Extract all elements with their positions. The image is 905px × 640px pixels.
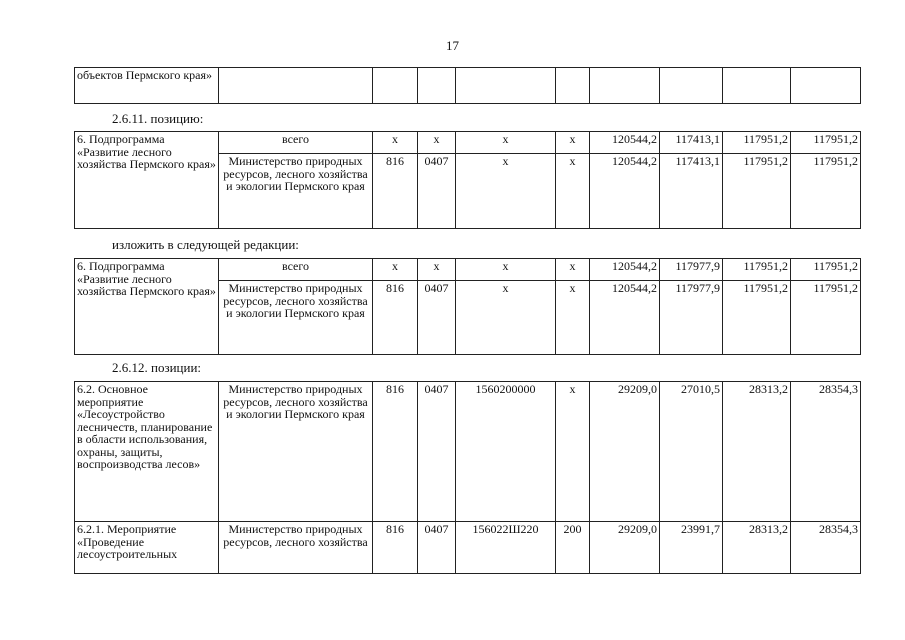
value-cell: 117977,9 — [660, 259, 723, 281]
positions-table — [74, 381, 861, 574]
section-cell: 0407 — [418, 382, 456, 522]
expense-type-cell: x — [556, 281, 590, 355]
position-name-cell: объектов Пермского края» — [75, 68, 219, 104]
grbs-cell: 816 — [373, 522, 418, 574]
expense-type-cell: x — [556, 259, 590, 281]
value-cell — [660, 68, 723, 104]
value-cell: 28354,3 — [791, 382, 861, 522]
target-article-cell: x — [456, 281, 556, 355]
value-cell: 120544,2 — [590, 154, 660, 229]
executor-cell — [219, 68, 373, 104]
subprogram-name-cell: 6. Подпрограмма «Развитие лесного хозяйства Пермского края» — [75, 259, 219, 355]
note-new-version: изложить в следующей редакции: — [112, 237, 299, 252]
value-cell — [723, 68, 791, 104]
top-fragment-table — [74, 67, 861, 104]
value-cell: 28313,2 — [723, 382, 791, 522]
value-cell: 117951,2 — [791, 259, 861, 281]
grbs-cell: x — [373, 132, 418, 154]
table-row — [75, 522, 861, 574]
value-cell: 117951,2 — [791, 154, 861, 229]
value-cell: 23991,7 — [660, 522, 723, 574]
value-cell: 120544,2 — [590, 281, 660, 355]
note-position-2-6-11: 2.6.11. позицию: — [112, 111, 204, 126]
grbs-cell — [373, 68, 418, 104]
subprogram-name-cell: 6. Подпрограмма «Развитие лесного хозяйства Пермского края» — [75, 132, 219, 229]
section-cell: 0407 — [418, 281, 456, 355]
value-cell: 117951,2 — [791, 281, 861, 355]
value-cell: 28313,2 — [723, 522, 791, 574]
executor-cell: всего — [219, 259, 373, 281]
page-number: 17 — [446, 38, 459, 53]
position-name-cell: 6.2. Основное мероприятие «Лесоустройство лесничеств, планирование в области использования, охраны, защиты, воспроизводства лесов» — [75, 382, 219, 522]
expense-type-cell: 200 — [556, 522, 590, 574]
table-row — [75, 68, 861, 104]
executor-cell: Министерство природных ресурсов, лесного хозяйства и экологии Пермского края — [219, 281, 373, 355]
value-cell: 117951,2 — [723, 259, 791, 281]
target-article-cell: 156022Ш220 — [456, 522, 556, 574]
executor-cell: Министерство природных ресурсов, лесного хозяйства — [219, 522, 373, 574]
value-cell: 117413,1 — [660, 154, 723, 229]
expense-type-cell: x — [556, 132, 590, 154]
section-cell: x — [418, 259, 456, 281]
value-cell: 28354,3 — [791, 522, 861, 574]
section-cell: 0407 — [418, 522, 456, 574]
value-cell: 29209,0 — [590, 522, 660, 574]
grbs-cell: 816 — [373, 382, 418, 522]
table-row — [75, 132, 861, 154]
expense-type-cell: x — [556, 382, 590, 522]
value-cell: 27010,5 — [660, 382, 723, 522]
value-cell — [590, 68, 660, 104]
section-cell — [418, 68, 456, 104]
position-name-cell: 6.2.1. Мероприятие «Проведение лесоустроительных — [75, 522, 219, 574]
section-cell: 0407 — [418, 154, 456, 229]
value-cell: 117977,9 — [660, 281, 723, 355]
expense-type-cell — [556, 68, 590, 104]
executor-cell: Министерство природных ресурсов, лесного хозяйства и экологии Пермского края — [219, 382, 373, 522]
grbs-cell: x — [373, 259, 418, 281]
value-cell: 117951,2 — [723, 281, 791, 355]
target-article-cell: 1560200000 — [456, 382, 556, 522]
value-cell: 120544,2 — [590, 132, 660, 154]
expense-type-cell: x — [556, 154, 590, 229]
value-cell: 117951,2 — [791, 132, 861, 154]
executor-cell: всего — [219, 132, 373, 154]
old-version-table — [74, 131, 861, 229]
executor-cell: Министерство природных ресурсов, лесного хозяйства и экологии Пермского края — [219, 154, 373, 229]
new-version-table — [74, 258, 861, 355]
target-article-cell: x — [456, 259, 556, 281]
note-position-2-6-12: 2.6.12. позиции: — [112, 360, 202, 375]
grbs-cell: 816 — [373, 154, 418, 229]
table-row — [75, 259, 861, 281]
value-cell: 117951,2 — [723, 154, 791, 229]
value-cell: 120544,2 — [590, 259, 660, 281]
target-article-cell: x — [456, 132, 556, 154]
section-cell: x — [418, 132, 456, 154]
target-article-cell — [456, 68, 556, 104]
grbs-cell: 816 — [373, 281, 418, 355]
value-cell — [791, 68, 861, 104]
value-cell: 117951,2 — [723, 132, 791, 154]
value-cell: 29209,0 — [590, 382, 660, 522]
table-row — [75, 382, 861, 522]
target-article-cell: x — [456, 154, 556, 229]
value-cell: 117413,1 — [660, 132, 723, 154]
